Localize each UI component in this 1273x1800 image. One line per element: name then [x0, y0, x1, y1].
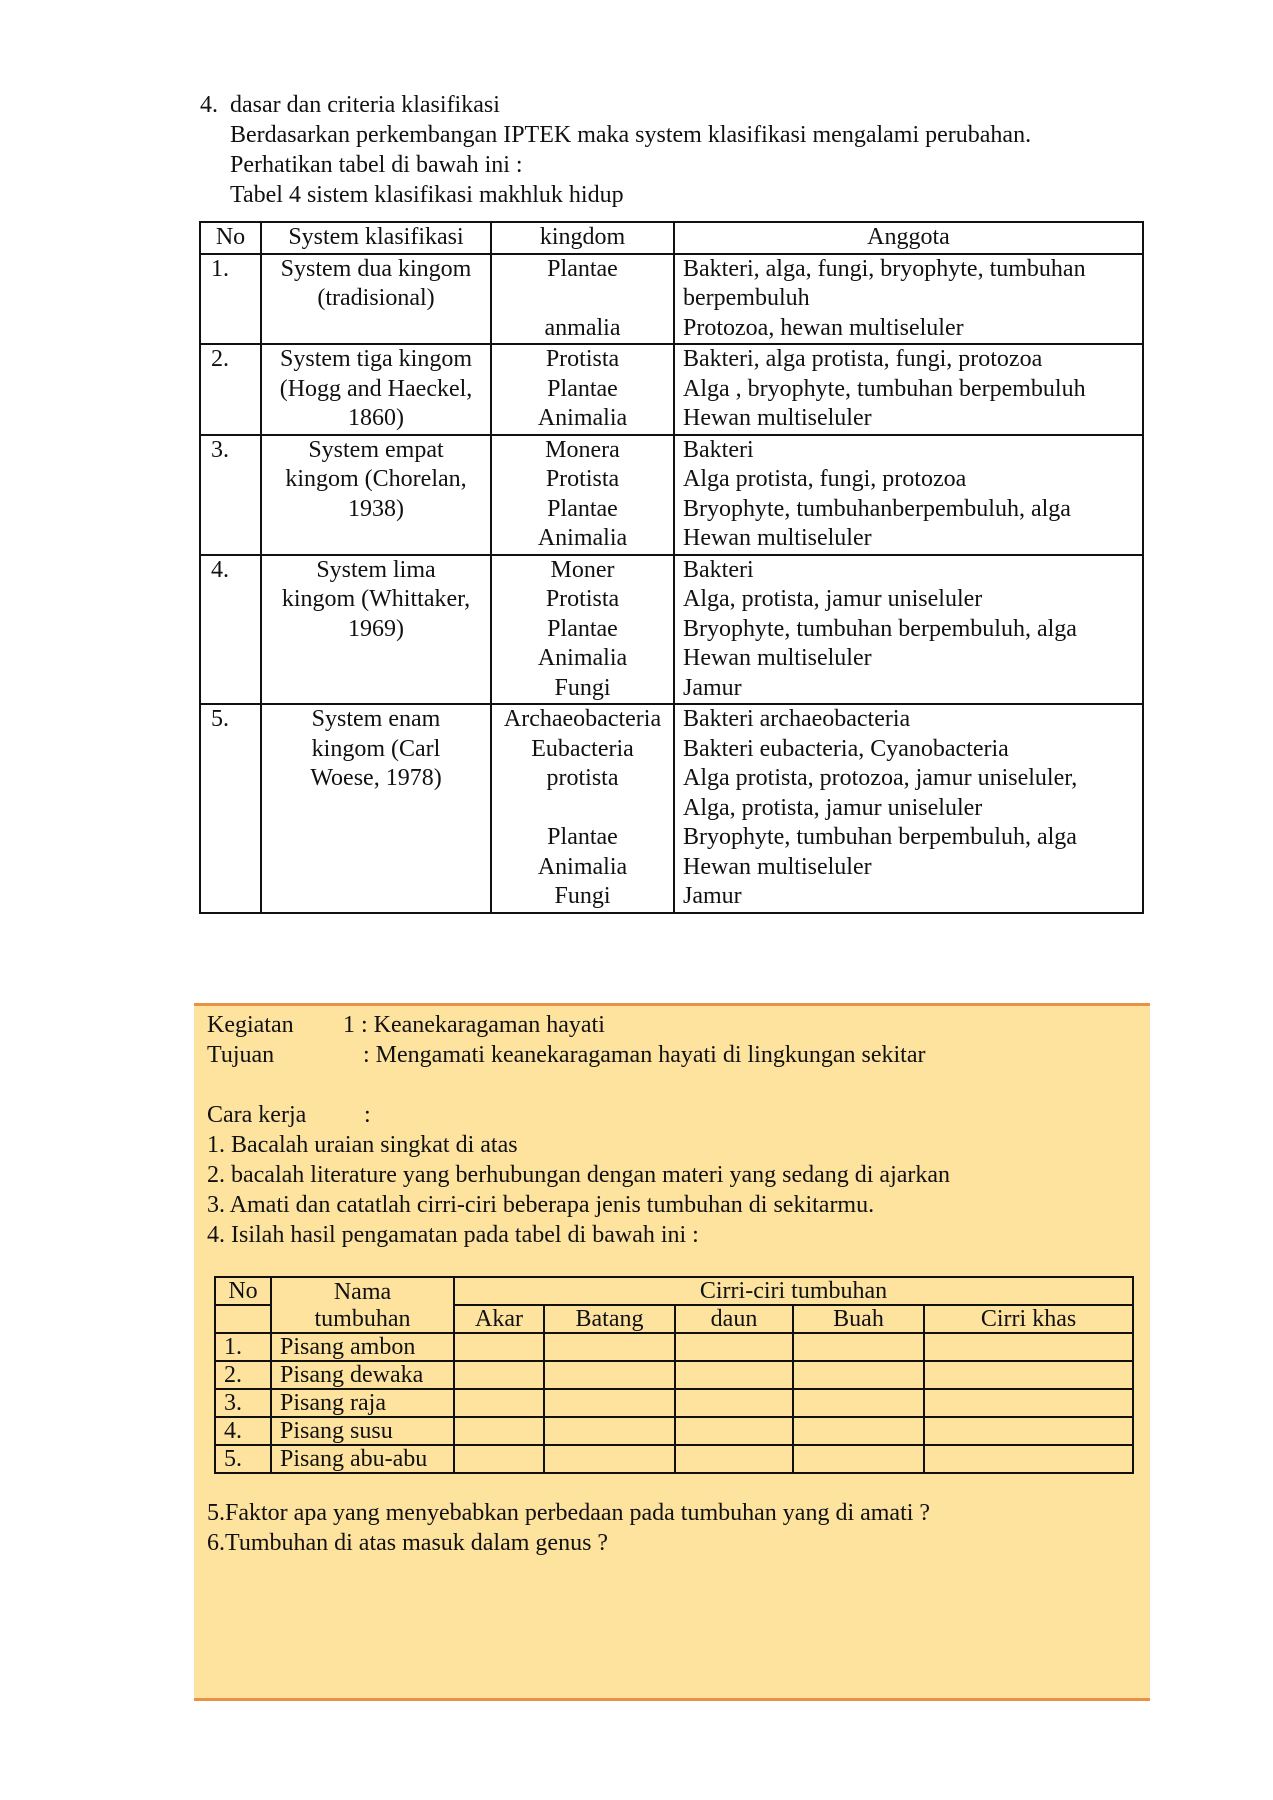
- anggota-line: Alga protista, protozoa, jamur uniseluler,: [683, 765, 1078, 791]
- observation-body: [215, 1333, 1133, 1473]
- anggota-line: Hewan multiseluler: [683, 853, 872, 880]
- kegiatan-label: Kegiatan: [207, 1012, 294, 1038]
- anggota-line: Protozoa, hewan multiseluler: [683, 314, 964, 341]
- anggota-line: Alga protista, fungi, protozoa: [683, 466, 967, 492]
- anggota-line: Bakteri: [683, 556, 754, 583]
- kingdom-line: Monera: [545, 436, 620, 463]
- kingdom-cell: [491, 435, 674, 555]
- obs-cell-akar[interactable]: [454, 1417, 544, 1445]
- obs-header-buah: Buah: [793, 1305, 924, 1333]
- plant-name: Pisang abu-abu: [271, 1445, 454, 1473]
- classification-body: [200, 254, 1143, 913]
- system-line: 1938): [348, 495, 404, 522]
- kingdom-line: Plantae: [547, 255, 618, 282]
- obs-cell-akar[interactable]: [454, 1361, 544, 1389]
- obs-header-no: No: [215, 1277, 271, 1305]
- system-line: (Hogg and Haeckel,: [279, 375, 473, 402]
- obs-cell-batang[interactable]: [544, 1417, 675, 1445]
- classification-row: [200, 555, 1143, 705]
- intro-number: 4.: [200, 92, 218, 118]
- system-line: System dua kingom: [280, 255, 472, 282]
- anggota-cell: [674, 555, 1143, 705]
- header-no: No: [200, 222, 261, 254]
- kingdom-line: Animalia: [537, 645, 628, 671]
- table-caption: Tabel 4 sistem klasifikasi makhluk hidup: [230, 182, 624, 208]
- kegiatan-value: 1 : Keanekaragaman hayati: [343, 1012, 605, 1038]
- header-kingdom: kingdom: [491, 222, 674, 254]
- row-number: 3.: [200, 435, 261, 555]
- obs-cell-buah[interactable]: [793, 1417, 924, 1445]
- questions: [207, 1498, 930, 1558]
- obs-row-number: 4.: [215, 1417, 271, 1445]
- obs-header-name-1: Nama: [271, 1277, 454, 1305]
- header-anggota: Anggota: [674, 222, 1143, 254]
- kingdom-line: [494, 284, 671, 314]
- system-line: System lima: [316, 556, 436, 583]
- kingdom-line: Fungi: [554, 883, 611, 909]
- row-number: 5.: [200, 704, 261, 913]
- kingdom-line: Archaeobacteria: [503, 706, 662, 732]
- anggota-cell: [674, 435, 1143, 555]
- kingdom-line: Plantae: [547, 824, 618, 850]
- system-line: 1860): [348, 405, 404, 431]
- anggota-line: Bryophyte, tumbuhan berpembuluh, alga: [683, 615, 1077, 642]
- anggota-line: Hewan multiseluler: [683, 645, 872, 671]
- anggota-line: Bryophyte, tumbuhan berpembuluh, alga: [683, 824, 1077, 850]
- intro-heading-line: [200, 90, 1031, 120]
- obs-cell-daun[interactable]: [675, 1389, 793, 1417]
- obs-cell-buah[interactable]: [793, 1333, 924, 1361]
- system-line: kingom (Whittaker,: [281, 586, 471, 612]
- plant-name: Pisang dewaka: [271, 1361, 454, 1389]
- obs-cell-daun[interactable]: [675, 1417, 793, 1445]
- obs-cell-daun[interactable]: [675, 1445, 793, 1473]
- anggota-line: Alga , bryophyte, tumbuhan berpembuluh: [683, 375, 1086, 402]
- classification-row: [200, 344, 1143, 435]
- system-cell: [261, 344, 491, 435]
- cara-label: Cara kerja: [207, 1102, 307, 1128]
- kingdom-line: Protista: [545, 346, 620, 372]
- step-2: 2. bacalah literature yang berhubungan dengan materi yang sedang di ajarkan: [207, 1162, 951, 1188]
- step-1: 1. Bacalah uraian singkat di atas: [207, 1132, 518, 1158]
- tujuan-label: Tujuan: [207, 1042, 275, 1068]
- system-line: 1969): [348, 615, 404, 642]
- observation-row: [215, 1361, 1133, 1389]
- anggota-line: Bryophyte, tumbuhanberpembuluh, alga: [683, 495, 1071, 522]
- obs-row-number: 2.: [215, 1361, 271, 1389]
- activity-box: [194, 1003, 1150, 1701]
- intro-section: [200, 90, 1031, 210]
- obs-header-daun: daun: [675, 1305, 793, 1333]
- obs-cell-cirri-khas[interactable]: [924, 1361, 1133, 1389]
- kingdom-line: Protista: [545, 466, 620, 492]
- anggota-line: Jamur: [683, 674, 742, 701]
- kingdom-cell: [491, 344, 674, 435]
- obs-row-number: 3.: [215, 1389, 271, 1417]
- anggota-line: Bakteri eubacteria, Cyanobacteria: [683, 735, 1009, 762]
- system-line: Woese, 1978): [310, 765, 442, 791]
- classification-row: [200, 435, 1143, 555]
- kingdom-cell: [491, 704, 674, 913]
- obs-row-number: 1.: [215, 1333, 271, 1361]
- obs-header-akar: Akar: [454, 1305, 544, 1333]
- obs-cell-akar[interactable]: [454, 1333, 544, 1361]
- system-line: System enam: [311, 706, 441, 732]
- anggota-line: Alga, protista, jamur uniseluler: [683, 586, 983, 612]
- obs-cell-buah[interactable]: [793, 1361, 924, 1389]
- kingdom-line: anmalia: [544, 314, 621, 341]
- system-cell: [261, 254, 491, 345]
- obs-cell-buah[interactable]: [793, 1445, 924, 1473]
- observation-header-row-2: [215, 1305, 1133, 1333]
- anggota-line: berpembuluh: [683, 285, 810, 311]
- kingdom-line: Plantae: [547, 495, 618, 522]
- obs-header-name-2: tumbuhan: [271, 1305, 454, 1333]
- obs-header-cirri-khas: Cirri khas: [924, 1305, 1133, 1333]
- system-cell: [261, 555, 491, 705]
- row-number: 2.: [200, 344, 261, 435]
- observation-row: [215, 1389, 1133, 1417]
- obs-cell-buah[interactable]: [793, 1389, 924, 1417]
- kingdom-line: [494, 794, 671, 824]
- obs-header-group: Cirri-ciri tumbuhan: [454, 1277, 1133, 1305]
- anggota-line: Bakteri archaeobacteria: [683, 706, 911, 732]
- kingdom-line: Animalia: [537, 525, 628, 551]
- header-system: System klasifikasi: [261, 222, 491, 254]
- kingdom-line: Fungi: [554, 674, 611, 701]
- plant-name: Pisang raja: [271, 1389, 454, 1417]
- intro-heading: dasar dan criteria klasifikasi: [230, 92, 500, 118]
- cara-line: [207, 1100, 950, 1130]
- anggota-line: Jamur: [683, 883, 742, 909]
- tujuan-value: : Mengamati keanekaragaman hayati di lingkungan sekitar: [363, 1042, 926, 1068]
- classification-row: [200, 254, 1143, 345]
- obs-cell-akar[interactable]: [454, 1389, 544, 1417]
- system-line: System tiga kingom: [280, 346, 472, 372]
- kingdom-line: Animalia: [537, 405, 628, 431]
- row-number: 1.: [200, 254, 261, 345]
- obs-cell-daun[interactable]: [675, 1333, 793, 1361]
- kingdom-cell: [491, 254, 674, 345]
- kingdom-line: Plantae: [547, 615, 618, 642]
- tujuan-line: [207, 1040, 950, 1070]
- plant-name: Pisang ambon: [271, 1333, 454, 1361]
- obs-cell-batang[interactable]: [544, 1389, 675, 1417]
- obs-cell-daun[interactable]: [675, 1361, 793, 1389]
- kegiatan-line: [207, 1010, 950, 1040]
- blank-line: [207, 1070, 950, 1100]
- obs-header-no-blank: [215, 1305, 271, 1333]
- kingdom-line: Plantae: [547, 375, 618, 402]
- anggota-line: Alga, protista, jamur uniseluler: [683, 794, 983, 821]
- anggota-cell: [674, 254, 1143, 345]
- observation-row: [215, 1417, 1133, 1445]
- obs-cell-akar[interactable]: [454, 1445, 544, 1473]
- question-6: 6.Tumbuhan di atas masuk dalam genus ?: [207, 1530, 609, 1556]
- kingdom-line: Animalia: [537, 853, 628, 880]
- system-line: kingom (Carl: [311, 735, 441, 762]
- observation-table: [214, 1276, 1134, 1474]
- obs-cell-batang[interactable]: [544, 1445, 675, 1473]
- anggota-line: Hewan multiseluler: [683, 525, 872, 551]
- system-line: kingom (Chorelan,: [285, 466, 467, 492]
- obs-row-number: 5.: [215, 1445, 271, 1473]
- obs-cell-batang[interactable]: [544, 1361, 675, 1389]
- kingdom-line: Moner: [550, 556, 615, 583]
- cara-separator: :: [364, 1102, 371, 1128]
- observation-row: [215, 1445, 1133, 1473]
- step-4: 4. Isilah hasil pengamatan pada tabel di bawah ini :: [207, 1222, 699, 1248]
- question-5: 5.Faktor apa yang menyebabkan perbedaan pada tumbuhan yang di amati ?: [207, 1500, 931, 1526]
- anggota-line: Hewan multiseluler: [683, 405, 872, 431]
- activity-text: [207, 1010, 950, 1250]
- system-cell: [261, 435, 491, 555]
- classification-row: [200, 704, 1143, 913]
- obs-cell-batang[interactable]: [544, 1333, 675, 1361]
- obs-cell-cirri-khas[interactable]: [924, 1445, 1133, 1473]
- system-line: (tradisional): [317, 285, 435, 311]
- anggota-line: Bakteri, alga protista, fungi, protozoa: [683, 346, 1043, 372]
- plant-name: Pisang susu: [271, 1417, 454, 1445]
- observation-row: [215, 1333, 1133, 1361]
- observation-header-row-1: [215, 1277, 1133, 1305]
- kingdom-cell: [491, 555, 674, 705]
- step-3: 3. Amati dan catatlah cirri-ciri beberapa jenis tumbuhan di sekitarmu.: [207, 1192, 875, 1218]
- obs-header-batang: Batang: [544, 1305, 675, 1333]
- intro-paragraph: Berdasarkan perkembangan IPTEK maka system klasifikasi mengalami perubahan.: [230, 122, 1032, 148]
- kingdom-line: protista: [546, 765, 619, 791]
- anggota-line: Bakteri: [683, 436, 754, 463]
- system-cell: [261, 704, 491, 913]
- kingdom-line: Eubacteria: [531, 735, 634, 762]
- intro-instruction: Perhatikan tabel di bawah ini :: [230, 152, 523, 178]
- system-line: System empat: [308, 436, 444, 463]
- anggota-line: Bakteri, alga, fungi, bryophyte, tumbuhan: [683, 255, 1086, 282]
- row-number: 4.: [200, 555, 261, 705]
- classification-table: [199, 221, 1144, 914]
- anggota-cell: [674, 704, 1143, 913]
- anggota-cell: [674, 344, 1143, 435]
- kingdom-line: Protista: [545, 586, 620, 612]
- obs-cell-cirri-khas[interactable]: [924, 1333, 1133, 1361]
- classification-header-row: [200, 222, 1143, 254]
- obs-cell-cirri-khas[interactable]: [924, 1417, 1133, 1445]
- obs-cell-cirri-khas[interactable]: [924, 1389, 1133, 1417]
